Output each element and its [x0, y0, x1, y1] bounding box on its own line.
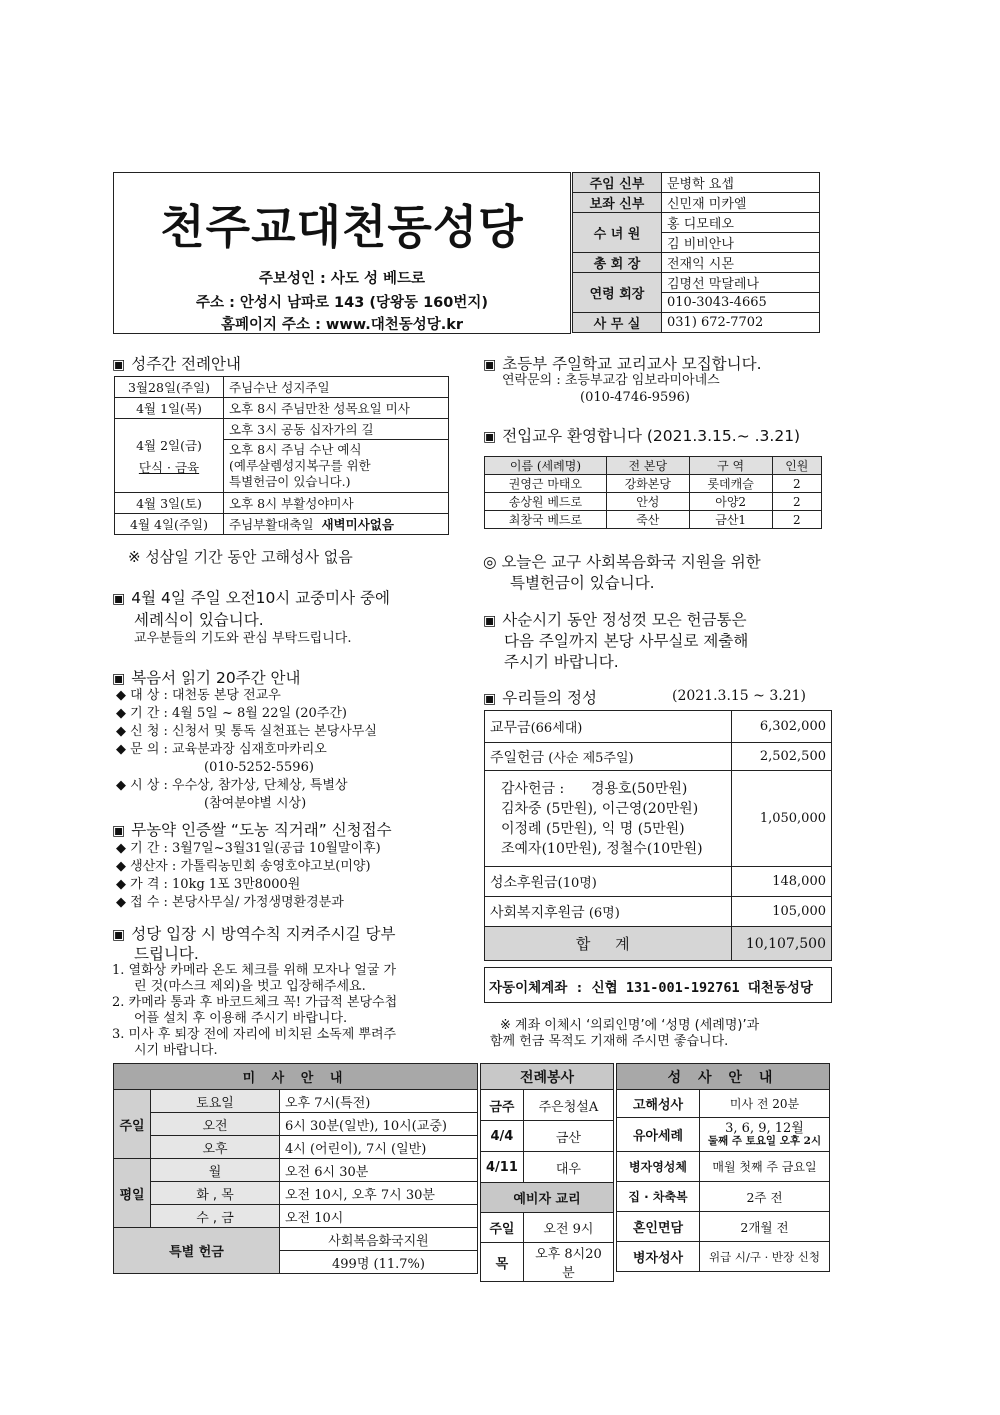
gospel-heading: ▣ 복음서 읽기 20주간 안내	[112, 669, 301, 687]
offering-amount: 105,000	[731, 897, 832, 927]
column-header: 인원	[772, 457, 821, 475]
holy-week-heading: ▣ 성주간 전례안내	[112, 355, 241, 373]
mass-day: 화 , 목	[151, 1182, 280, 1205]
offering-total: 10,107,500	[731, 927, 832, 961]
mass-time: 오전 10시	[280, 1205, 478, 1228]
lent-line2: 다음 주일까지 본당 사무실로 제출해	[504, 632, 749, 650]
offering-label: 교무금(66세대)	[485, 711, 732, 743]
liturgy-text-multi: 오후 8시 주님 수난 예식 (예루살렘성지복구를 위한 특별헌금이 있습니다.)	[224, 440, 449, 493]
account-box	[484, 967, 832, 1003]
square-bullet-icon: ▣	[483, 691, 497, 707]
quarantine-item: 시기 바랍니다.	[134, 1043, 218, 1058]
sunday-label: 주일	[114, 1090, 151, 1159]
column-header: 이름 (세례명)	[485, 457, 607, 475]
table-row: 송상원 베드로 안성 아양2 2	[485, 493, 822, 511]
offering-total-label: 합 계	[485, 927, 732, 961]
table-row: 최창국 베드로 죽산 금산1 2	[485, 511, 822, 529]
sacrament-info: 3, 6, 9, 12월 둘째 주 토요일 오후 2시	[700, 1118, 830, 1152]
quarantine-line2: 드립니다.	[134, 945, 199, 963]
staff-role: 사 무 실	[573, 313, 662, 333]
sacrament-info: 매월 첫째 주 금요일	[700, 1152, 830, 1182]
staff-role: 총 회 장	[573, 253, 662, 273]
parish-title: 천주교대천동성당	[160, 200, 524, 254]
offering-label: 성소후원금(10명)	[485, 867, 732, 897]
liturgy-service-table	[480, 1063, 614, 1282]
sacrament-info: 2주 전	[700, 1182, 830, 1212]
holy-week-note: ※ 성삼일 기간 동안 고해성사 없음	[128, 548, 353, 566]
liturgy-date-cell: 4월 2일(금) 단식 · 금육	[115, 419, 224, 493]
liturgy-group: 대우	[523, 1152, 613, 1183]
quarantine-heading: ▣ 성당 입장 시 방역수칙 지켜주시길 당부	[112, 925, 396, 943]
catechumen-heading: 예비자 교리	[481, 1183, 614, 1213]
square-bullet-icon: ▣	[112, 927, 126, 943]
staff-role: 연령 회장	[573, 273, 662, 313]
account-note1: ※ 계좌 이체시 ‘의뢰인명’에 ‘성명 (세례명)’과	[500, 1018, 760, 1033]
quarantine-item: 어플 설치 후 이용해 주시기 바랍니다.	[134, 1011, 348, 1026]
offering-period: (2021.3.15 ~ 3.21)	[672, 688, 806, 704]
thanks-offering-list: 감사헌금 : 경용호(50만원) 김차중 (5만원), 이근영(20만원) 이정례 (5만원), 익 명 (5만원) 조예자(10만원), 정철수(10만원)	[485, 771, 732, 867]
square-bullet-icon: ▣	[112, 591, 126, 607]
liturgy-week: 금주	[481, 1090, 524, 1121]
offering-heading: ▣ 우리들의 정성	[483, 689, 597, 707]
square-bullet-icon: ▣	[112, 357, 126, 373]
sacrament-name: 집 · 차축복	[617, 1182, 700, 1212]
catechumen-day: 목	[481, 1243, 524, 1282]
staff-name: 김 비비안나	[662, 233, 820, 253]
liturgy-text: 오후 3시 공동 십자가의 길	[224, 419, 449, 440]
special-offering-count: 499명 (11.7%)	[280, 1251, 478, 1274]
liturgy-date: 4월 3일(토)	[115, 493, 224, 514]
gospel-item: ◆ 문 의 : 교육분과장 심재호마카리오	[116, 742, 327, 757]
weekday-label: 평일	[114, 1159, 151, 1228]
bank-account: 자동이체계좌 : 신협 131-001-192761 대천동성당	[489, 980, 813, 996]
baptism-heading: ▣ 4월 4일 주일 오전10시 교중미사 중에	[112, 589, 390, 607]
gospel-item: (010-5252-5596)	[204, 760, 314, 775]
rice-item: ◆ 생산자 : 가톨릭농민회 송영호야고보(미양)	[116, 859, 371, 874]
table-row: 권영근 마태오 강화본당 롯데캐슬 2	[485, 475, 822, 493]
offering-amount: 6,302,000	[731, 711, 832, 743]
mass-day: 토요일	[151, 1090, 280, 1113]
lent-line3: 주시기 바랍니다.	[504, 653, 619, 671]
quarantine-item: 1. 열화상 카메라 온도 체크를 위해 모자나 얼굴 가	[112, 963, 397, 978]
account-note2: 함께 헌금 목적도 기재해 주시면 좋습니다.	[490, 1034, 729, 1049]
sacrament-heading: 성 사 안 내	[617, 1064, 830, 1090]
sacrament-info: 미사 전 20분	[700, 1090, 830, 1118]
catechumen-day: 주일	[481, 1213, 524, 1243]
mass-heading: 미 사 안 내	[114, 1064, 478, 1090]
liturgy-week: 4/11	[481, 1152, 524, 1183]
liturgy-text: 오후 8시 부활성야미사	[224, 493, 449, 514]
quarantine-item: 2. 카메라 통과 후 바코드체크 꼭! 가급적 본당수첩	[112, 995, 398, 1010]
staff-role: 주임 신부	[573, 173, 662, 193]
address: 주소 : 안성시 남파로 143 (당왕동 160번지)	[196, 295, 488, 311]
rice-heading: ▣ 무농약 인증쌀 “도농 직거래” 신청접수	[112, 821, 392, 839]
teacher-phone: (010-4746-9596)	[580, 390, 690, 405]
sacrament-table	[616, 1063, 830, 1272]
mass-table	[113, 1063, 478, 1274]
square-bullet-icon: ▣	[112, 823, 126, 839]
patron-saint: 주보성인 : 사도 성 베드로	[258, 271, 426, 287]
offering-label: 사회복지후원금 (6명)	[485, 897, 732, 927]
square-bullet-icon: ▣	[483, 357, 497, 373]
mass-time: 4시 (어린이), 7시 (일반)	[280, 1136, 478, 1159]
holy-week-table	[114, 376, 449, 535]
mass-time: 오전 10시, 오후 7시 30분	[280, 1182, 478, 1205]
offering-label: 주일헌금 (사순 제5주일)	[485, 743, 732, 771]
square-bullet-icon: ▣	[483, 429, 497, 445]
gospel-item: ◆ 시 상 : 우수상, 참가상, 단체상, 특별상	[116, 778, 348, 793]
rice-item: ◆ 접 수 : 본당사무실/ 가정생명환경분과	[116, 895, 344, 910]
special-offering-line2: 특별헌금이 있습니다.	[510, 574, 655, 592]
baptism-line2: 세례식이 있습니다.	[134, 611, 264, 629]
staff-name: 김명선 막달레나	[662, 273, 820, 293]
offering-amount: 2,502,500	[731, 743, 832, 771]
sacrament-info: 위급 시/구 · 반장 신청	[700, 1242, 830, 1272]
liturgy-text: 주님부활대축일 새벽미사없음	[224, 514, 449, 535]
liturgy-date: 3월28일(주일)	[115, 377, 224, 398]
gospel-item: ◆ 신 청 : 신청서 및 통독 실천표는 본당사무실	[116, 724, 377, 739]
liturgy-group: 금산	[523, 1121, 613, 1152]
mass-time: 오후 7시(특전)	[280, 1090, 478, 1113]
catechumen-time: 오전 9시	[523, 1213, 613, 1243]
staff-name: 홍 디모테오	[662, 213, 820, 233]
header-box	[113, 172, 571, 334]
sacrament-info: 2개월 전	[700, 1212, 830, 1242]
staff-table	[572, 172, 820, 333]
column-header: 전 본당	[606, 457, 689, 475]
mass-day: 월	[151, 1159, 280, 1182]
gospel-item: (참여분야별 시상)	[204, 796, 307, 811]
homepage[interactable]: 홈페이지 주소 : www.대천동성당.kr	[220, 317, 464, 333]
transfer-table	[484, 456, 822, 529]
offering-amount: 1,050,000	[731, 771, 832, 867]
offering-table	[484, 710, 832, 961]
liturgy-week: 4/4	[481, 1121, 524, 1152]
offering-amount: 148,000	[731, 867, 832, 897]
sacrament-name: 병자성사	[617, 1242, 700, 1272]
staff-name: 문병학 요셉	[662, 173, 820, 193]
catechumen-time: 오후 8시20분	[523, 1243, 613, 1282]
sacrament-name: 유아세례	[617, 1118, 700, 1152]
special-offering-line1: ◎ 오늘은 교구 사회복음화국 지원을 위한	[483, 553, 761, 571]
mass-day: 수 , 금	[151, 1205, 280, 1228]
liturgy-text: 주님수난 성지주일	[224, 377, 449, 398]
teacher-heading: ▣ 초등부 주일학교 교리교사 모집합니다.	[483, 355, 762, 373]
liturgy-date: 4월 1일(목)	[115, 398, 224, 419]
office-phone: 031) 672-7702	[662, 313, 820, 333]
staff-name: 전재익 시몬	[662, 253, 820, 273]
baptism-line3: 교우분들의 기도와 관심 부탁드립니다.	[134, 631, 352, 646]
gospel-item: ◆ 기 간 : 4월 5일 ~ 8월 22일 (20주간)	[116, 706, 347, 721]
square-bullet-icon: ▣	[483, 613, 497, 629]
quarantine-item: 3. 미사 후 퇴장 전에 자리에 비치된 소독제 뿌려주	[112, 1027, 397, 1042]
liturgy-text: 오후 8시 주님만찬 성목요일 미사	[224, 398, 449, 419]
special-offering-label: 특별 헌금	[114, 1228, 280, 1274]
rice-item: ◆ 가 격 : 10kg 1포 3만8000원	[116, 877, 301, 892]
transfer-heading: ▣ 전입교우 환영합니다 (2021.3.15.~ .3.21)	[483, 427, 801, 445]
special-offering-value: 사회복음화국지원	[280, 1228, 478, 1251]
staff-name: 신민재 미카엘	[662, 193, 820, 213]
liturgy-group: 주은청설A	[523, 1090, 613, 1121]
staff-role: 보좌 신부	[573, 193, 662, 213]
rice-item: ◆ 기 간 : 3월7일~3월31일(공급 10월말이후)	[116, 841, 381, 856]
sacrament-name: 혼인면담	[617, 1212, 700, 1242]
staff-phone: 010-3043-4665	[662, 293, 820, 313]
mass-day: 오전	[151, 1113, 280, 1136]
sacrament-name: 병자영성체	[617, 1152, 700, 1182]
mass-time: 6시 30분(일반), 10시(교중)	[280, 1113, 478, 1136]
column-header: 구 역	[689, 457, 772, 475]
mass-time: 오전 6시 30분	[280, 1159, 478, 1182]
mass-day: 오후	[151, 1136, 280, 1159]
square-bullet-icon: ▣	[112, 671, 126, 687]
quarantine-item: 린 것(마스크 제외)을 벗고 입장해주세요.	[134, 979, 366, 994]
sacrament-name: 고해성사	[617, 1090, 700, 1118]
liturgy-heading: 전례봉사	[481, 1064, 614, 1090]
staff-role: 수 녀 원	[573, 213, 662, 253]
gospel-item: ◆ 대 상 : 대천동 본당 전교우	[116, 688, 281, 703]
teacher-contact: 연락문의 : 초등부교감 임보라미아네스	[502, 373, 720, 388]
lent-heading: ▣ 사순시기 동안 정성껏 모은 헌금통은	[483, 611, 747, 629]
liturgy-date: 4월 4일(주일)	[115, 514, 224, 535]
